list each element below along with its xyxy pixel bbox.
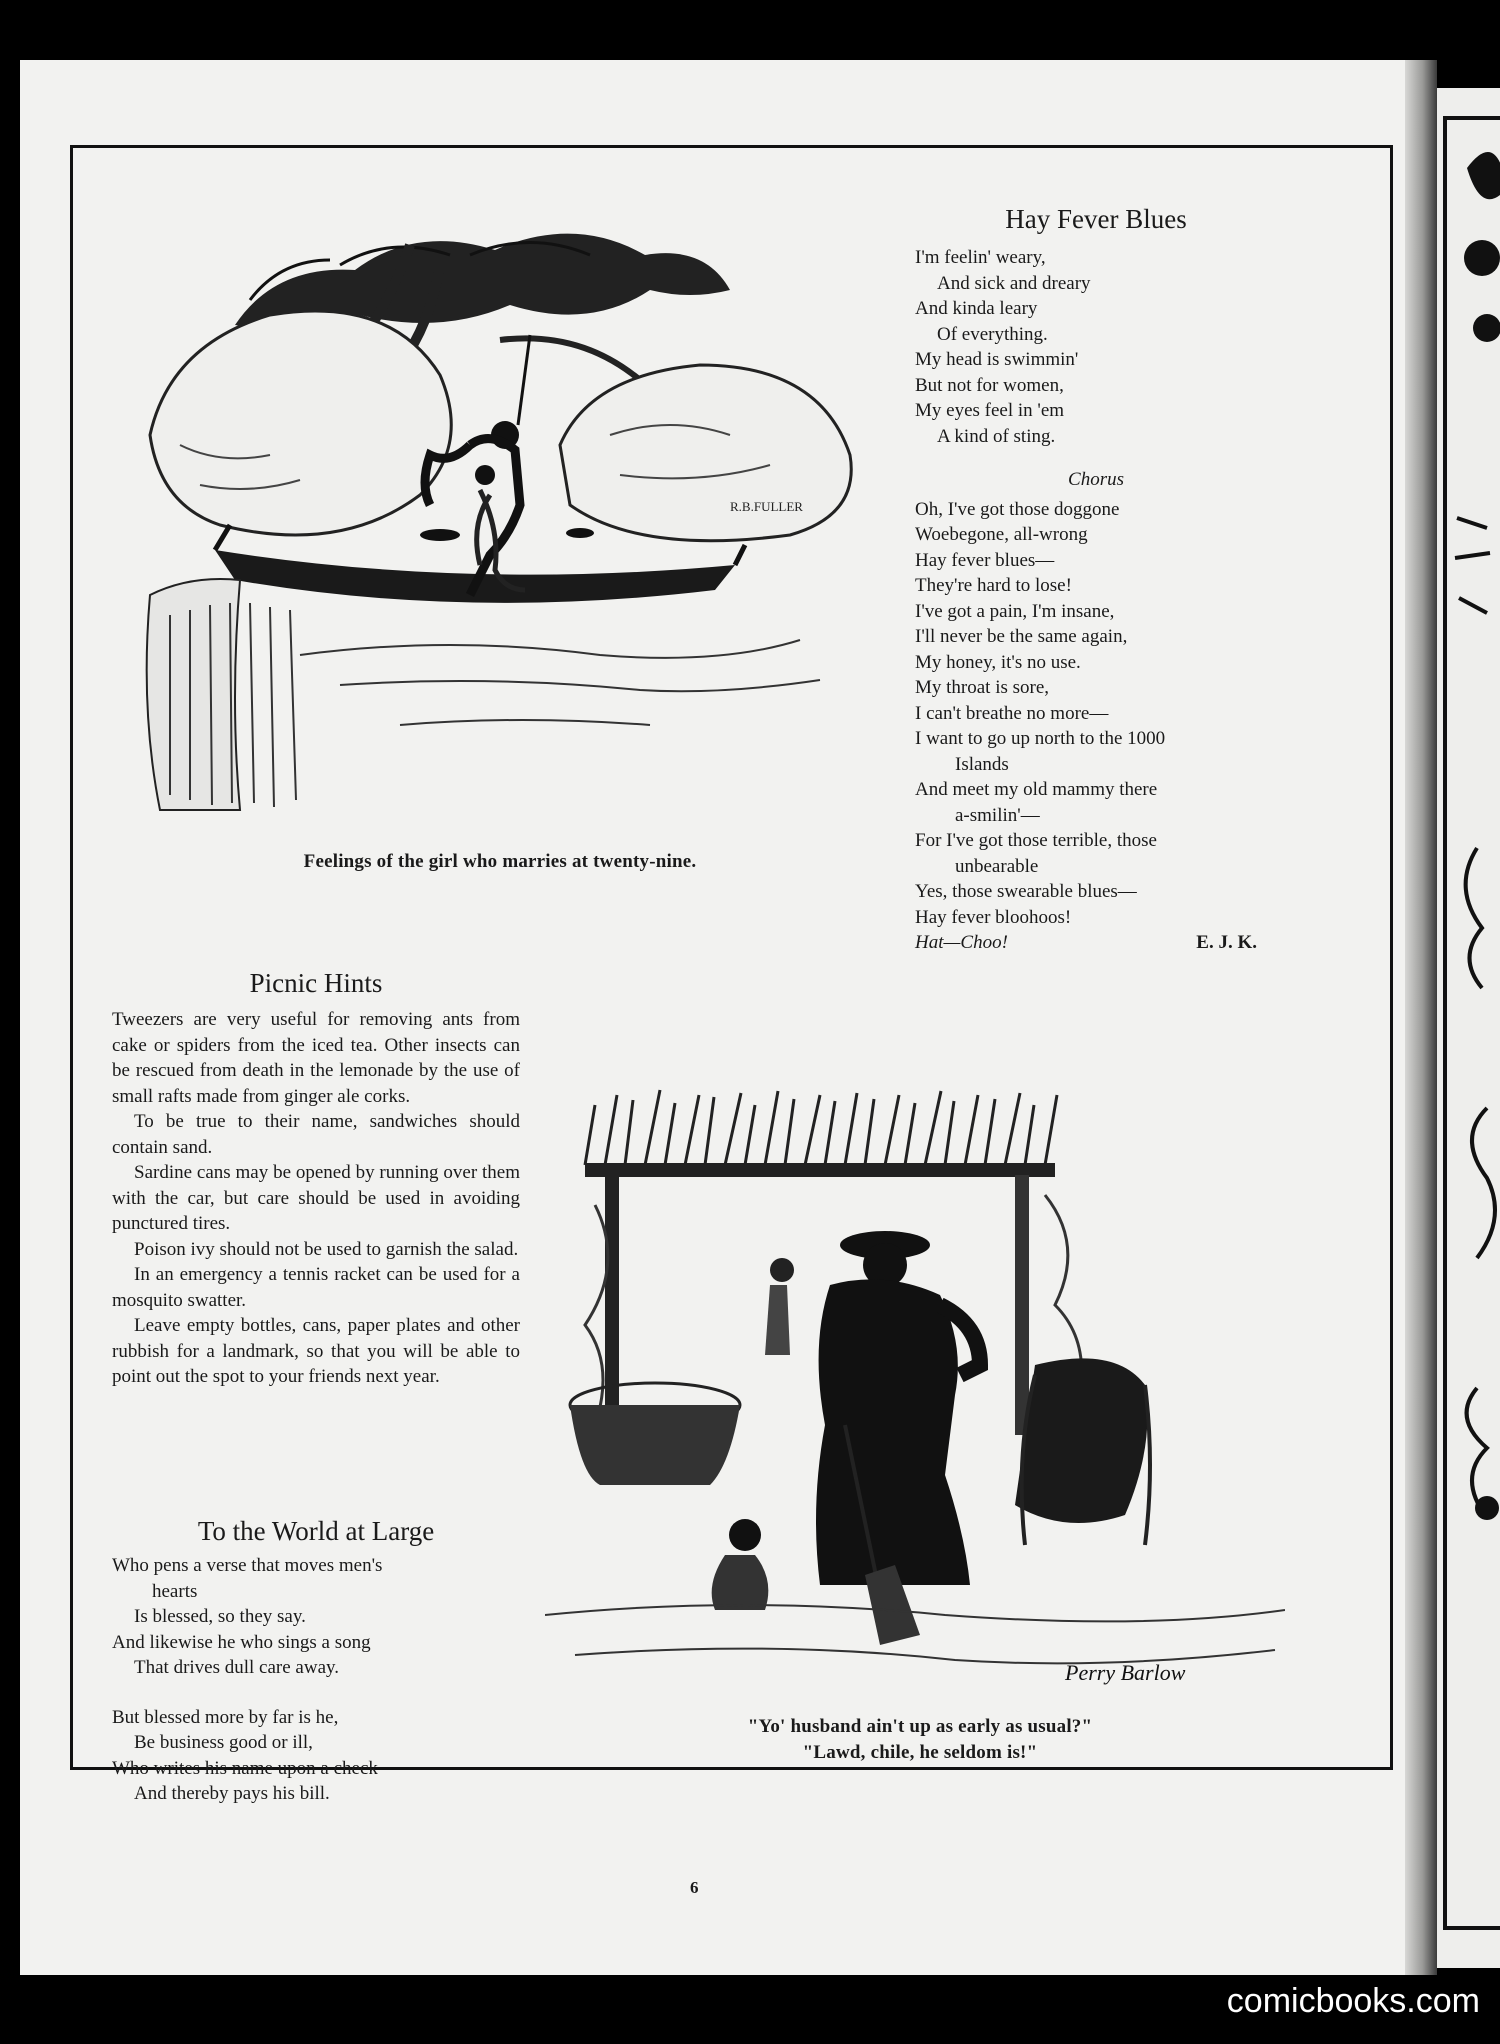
chorus-line: My honey, it's no use. [915, 651, 1081, 673]
world-line: hearts [152, 1580, 198, 1602]
verse-line: I'm feelin' weary, [915, 247, 1046, 268]
world-title: To the World at Large [197, 1516, 435, 1546]
world-line: And thereby pays his bill. [134, 1783, 330, 1804]
page-number: 6 [690, 1878, 699, 1897]
porch-caption-line-1: "Yo' husband ain't up as early as usual?" [747, 1716, 1093, 1737]
porch-caption-line-2: "Lawd, chile, he seldom is!" [802, 1742, 1038, 1763]
book-gutter [1405, 60, 1437, 1975]
chorus-line: I'll never be the same again, [915, 626, 1128, 647]
world-line: Be business good or ill, [134, 1732, 313, 1753]
chorus-line: They're hard to lose! [915, 575, 1072, 596]
chorus-line: I can't breathe no more— [915, 702, 1109, 724]
verse-line: And sick and dreary [937, 272, 1091, 294]
verse-line: A kind of sting. [937, 425, 1056, 447]
porch-illustration [545, 1075, 1285, 1700]
stanza-break [112, 1681, 520, 1705]
chorus-line: And meet my old mammy there [915, 779, 1158, 800]
picnic-paragraph: Tweezers are very useful for removing ants from cake or spiders from the iced tea. Other insects can be rescued from death in the lemonade by the use of small rafts made from ginger ale corks. [112, 1009, 520, 1107]
poem-author: E. J. K. [1196, 932, 1257, 953]
chorus-line: Oh, I've got those doggone [915, 498, 1120, 520]
adjacent-page-edge [1437, 88, 1500, 1968]
picnic-paragraph: Leave empty bottles, cans, paper plates and other rubbish for a landmark, so that you will be able to point out the spot to your friends next year. [112, 1315, 520, 1387]
world-line: Is blessed, so they say. [134, 1606, 306, 1627]
chorus-line: Hay fever blues— [915, 549, 1055, 571]
chorus-line: Islands [955, 753, 1009, 775]
chorus-line: Yes, those swearable blues— [915, 881, 1137, 902]
hay-fever-poem [915, 204, 1277, 956]
verse-line: But not for women, [915, 374, 1064, 396]
verse-line: And kinda leary [915, 298, 1038, 319]
chorus-line: a-smilin'— [955, 804, 1040, 826]
last-line: Hat—Choo! [915, 932, 1008, 953]
canoe-waterfall-illustration [140, 205, 880, 845]
verse-line: My eyes feel in 'em [915, 400, 1065, 421]
world-line: Who writes his name upon a check [112, 1757, 378, 1779]
chorus-line: Hay fever bloohoos! [915, 906, 1072, 928]
picnic-hints-article [112, 968, 520, 1390]
world-line: And likewise he who sings a song [112, 1631, 371, 1653]
chorus-line: I want to go up north to the 1000 [915, 728, 1166, 749]
picnic-paragraph: Poison ivy should not be used to garnish the salad. [134, 1238, 519, 1260]
picnic-hints-title: Picnic Hints [249, 968, 383, 998]
world-line: That drives dull care away. [134, 1657, 340, 1678]
chorus-line: Woebegone, all-wrong [915, 524, 1088, 545]
chorus-line: I've got a pain, I'm insane, [915, 600, 1115, 622]
canoe-signature: R.B.FULLER [730, 499, 803, 514]
chorus-line: For I've got those terrible, those [915, 830, 1157, 851]
world-at-large-poem [112, 1516, 520, 1807]
picnic-paragraph: Sardine cans may be opened by running over them with the car, but care should be used in avoiding punctured tires. [112, 1162, 520, 1234]
porch-signature: Perry Barlow [1065, 1660, 1186, 1685]
chorus-line: unbearable [955, 855, 1039, 877]
verse-line: Of everything. [937, 323, 1048, 345]
hay-fever-title: Hay Fever Blues [1005, 204, 1187, 234]
site-watermark: comicbooks.com [1226, 1982, 1480, 2020]
signature-row [915, 930, 1277, 956]
chorus-label: Chorus [1068, 469, 1124, 490]
chorus-line: My throat is sore, [915, 677, 1050, 698]
picnic-paragraph: To be true to their name, sandwiches should contain sand. [112, 1111, 520, 1158]
world-line: Who pens a verse that moves men's [112, 1555, 383, 1576]
picnic-paragraph: In an emergency a tennis racket can be used for a mosquito swatter. [112, 1264, 520, 1311]
verse-line: My head is swimmin' [915, 349, 1079, 370]
canoe-caption: Feelings of the girl who marries at twenty-nine. [303, 851, 697, 872]
world-line: But blessed more by far is he, [112, 1706, 339, 1728]
